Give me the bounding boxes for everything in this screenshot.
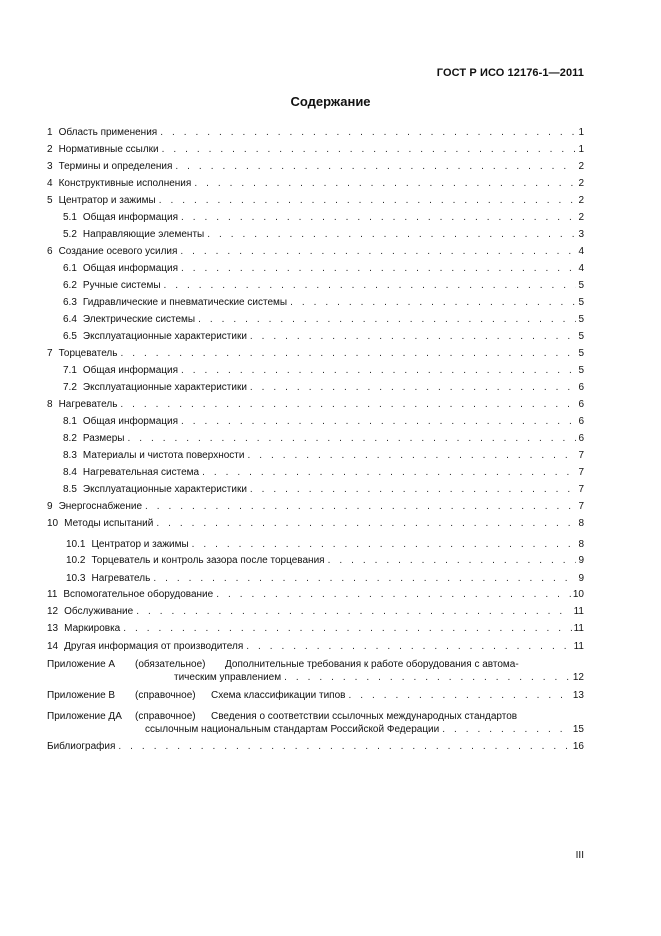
toc-entry[interactable]	[63, 381, 584, 395]
appendix-page: 13	[572, 690, 584, 701]
toc-entry-number: 14	[47, 641, 59, 652]
toc-entry-number: 6.2	[63, 280, 77, 291]
toc-entry-page: 8	[578, 539, 584, 550]
toc-entry[interactable]	[63, 449, 584, 463]
bibliography-page: 16	[572, 741, 584, 752]
toc-leader-dots	[153, 572, 576, 586]
toc-leader-dots	[160, 126, 576, 140]
toc-entry-number: 10	[47, 518, 59, 529]
toc-entry-title: Эксплуатационные характеристики	[82, 484, 247, 495]
toc-entry-number: 3	[47, 161, 53, 172]
toc-entry[interactable]	[66, 538, 584, 552]
toc-leader-dots	[198, 313, 576, 327]
toc-entry-page: 11	[573, 641, 584, 652]
toc-leader-dots	[162, 143, 577, 157]
toc-entry[interactable]	[63, 262, 584, 276]
toc-entry[interactable]	[47, 143, 584, 157]
toc-entry-number: 7.2	[63, 382, 77, 393]
toc-entry-page: 6	[578, 382, 584, 393]
toc-entry-label	[66, 554, 325, 568]
toc-entry-label	[66, 538, 189, 552]
appendix-page: 15	[572, 724, 584, 735]
appendix-title-line1: Дополнительные требования к работе оборудования с автома-	[225, 659, 519, 670]
toc-entry[interactable]	[63, 313, 584, 327]
toc-entry-page: 2	[578, 178, 584, 189]
toc-entry-page: 5	[578, 297, 584, 308]
toc-entry-label	[47, 194, 156, 208]
toc-entry-number: 9	[47, 501, 53, 512]
toc-entry-page: 1	[578, 144, 584, 155]
appendix-title-line2	[145, 723, 584, 737]
toc-leader-dots	[250, 483, 577, 497]
toc-entry[interactable]	[47, 588, 584, 602]
toc-entry-number: 10.1	[66, 539, 86, 550]
toc-leader-dots	[192, 538, 577, 552]
toc-entry-title: Материалы и чистота поверхности	[82, 450, 245, 461]
toc-entry-number: 8.4	[63, 467, 77, 478]
toc-entry-title: Направляющие элементы	[82, 229, 205, 240]
toc-entry-label	[63, 296, 287, 310]
toc-leader-dots	[118, 740, 570, 754]
toc-entry[interactable]	[47, 500, 584, 514]
toc-leader-dots	[216, 588, 571, 602]
toc-leader-dots	[207, 228, 576, 242]
toc-entry-title: Эксплуатационные характеристики	[82, 331, 247, 342]
toc-entry-title: Общая информация	[82, 263, 179, 274]
toc-entry-label	[63, 432, 124, 446]
toc-leader-dots	[442, 723, 571, 737]
appendix-type: (справочное)	[135, 690, 196, 701]
toc-entry-title: Нормативные ссылки	[58, 144, 159, 155]
toc-entry-label	[47, 245, 177, 259]
toc-entry-number: 1	[47, 127, 53, 138]
toc-leader-dots	[194, 177, 576, 191]
toc-entry-page: 3	[578, 229, 584, 240]
toc-entry-page: 7	[578, 501, 584, 512]
toc-entry-label	[63, 313, 195, 327]
toc-entry-page: 2	[578, 212, 584, 223]
page-title: Содержание	[290, 94, 371, 109]
appendix-page: 12	[572, 672, 584, 683]
appendix-title-text: тическим управлением	[174, 672, 282, 683]
toc-entry-number: 5.1	[63, 212, 77, 223]
toc-leader-dots	[180, 245, 576, 259]
toc-entry-title: Общая информация	[82, 212, 179, 223]
toc-entry-label	[47, 143, 159, 157]
appendix-name: Приложение В	[47, 690, 116, 701]
toc-entry[interactable]	[63, 211, 584, 225]
toc-leader-dots	[250, 330, 577, 344]
toc-entry-title: Маркировка	[64, 623, 121, 634]
toc-entry[interactable]	[47, 517, 584, 531]
toc-entry-page: 5	[578, 365, 584, 376]
toc-entry-number: 11	[47, 589, 58, 600]
toc-entry-page: 9	[578, 555, 584, 566]
toc-entry[interactable]	[63, 279, 584, 293]
toc-entry-number: 10.2	[66, 555, 86, 566]
toc-leader-dots	[290, 296, 576, 310]
toc-entry[interactable]	[63, 466, 584, 480]
toc-entry-number: 5.2	[63, 229, 77, 240]
toc-leader-dots	[136, 605, 571, 619]
toc-entry-label	[47, 398, 117, 412]
toc-entry-label	[63, 483, 247, 497]
toc-entry-number: 6	[47, 246, 53, 257]
toc-entry-number: 8.3	[63, 450, 77, 461]
toc-appendix[interactable]	[47, 658, 584, 686]
toc-entry-number: 6.3	[63, 297, 77, 308]
toc-entry[interactable]	[47, 245, 584, 259]
toc-entry-label	[47, 160, 172, 174]
toc-entry-label	[47, 347, 117, 361]
toc-entry-title: Обслуживание	[64, 606, 134, 617]
toc-entry-number: 4	[47, 178, 53, 189]
toc-entry-page: 7	[578, 467, 584, 478]
toc-entry-page: 5	[578, 348, 584, 359]
bibliography-title: Библиография	[47, 741, 116, 752]
appendix-title-text: ссылочным национальным стандартам Российской Федерации	[145, 724, 440, 735]
toc-entry-title: Другая информация от производителя	[64, 641, 244, 652]
toc-appendix[interactable]	[47, 710, 584, 738]
toc-entry[interactable]	[47, 177, 584, 191]
toc-entry[interactable]	[63, 364, 584, 378]
toc-leader-dots	[159, 194, 577, 208]
document-header: ГОСТ Р ИСО 12176-1—2011	[436, 67, 584, 79]
toc-leader-dots	[123, 622, 571, 636]
toc-entry[interactable]	[47, 640, 584, 654]
toc-entry-number: 8.2	[63, 433, 77, 444]
toc-entry[interactable]	[47, 398, 584, 412]
appendix-name: Приложение ДА	[47, 711, 122, 722]
toc-leader-dots	[120, 347, 576, 361]
toc-entry-label	[47, 640, 243, 654]
toc-entry-number: 7.1	[63, 365, 77, 376]
toc-entry-label	[63, 364, 178, 378]
toc-entry[interactable]	[63, 330, 584, 344]
toc-entry-title: Методы испытаний	[64, 518, 154, 529]
toc-entry-label	[47, 500, 142, 514]
toc-entry[interactable]	[47, 622, 584, 636]
toc-entry[interactable]	[47, 126, 584, 140]
toc-entry-title: Ручные системы	[82, 280, 161, 291]
toc-entry-label	[47, 605, 133, 619]
toc-entry-number: 8	[47, 399, 53, 410]
appendix-title-line1: Сведения о соответствии ссылочных международных стандартов	[211, 711, 518, 722]
toc-entry-title: Электрические системы	[82, 314, 196, 325]
toc-leader-dots	[250, 381, 577, 395]
toc-entry-page: 7	[578, 484, 584, 495]
toc-entry-page: 2	[578, 195, 584, 206]
toc-entry-number: 5	[47, 195, 53, 206]
toc-leader-dots	[328, 554, 577, 568]
toc-entry-title: Энергоснабжение	[58, 501, 143, 512]
appendix-type: (справочное)	[135, 711, 196, 722]
appendix-title-text: Схема классификации типов	[211, 690, 346, 701]
toc-entry[interactable]	[47, 160, 584, 174]
toc-entry-number: 6.1	[63, 263, 77, 274]
toc-entry-label	[47, 622, 120, 636]
toc-entry-page: 11	[573, 623, 584, 634]
toc-entry-number: 13	[47, 623, 59, 634]
toc-entry-title: Конструктивные исполнения	[58, 178, 192, 189]
toc-entry-page: 10	[572, 589, 584, 600]
toc-entry-label	[47, 517, 153, 531]
toc-entry[interactable]	[63, 296, 584, 310]
toc-entry-page: 4	[578, 246, 584, 257]
toc-entry-label	[66, 572, 150, 586]
toc-entry-title: Торцеватель	[58, 348, 118, 359]
toc-entry-page: 6	[578, 399, 584, 410]
toc-leader-dots	[181, 262, 576, 276]
toc-entry[interactable]	[63, 415, 584, 429]
toc-entry-number: 7	[47, 348, 53, 359]
toc-entry-page: 7	[578, 450, 584, 461]
toc-entry-page: 8	[578, 518, 584, 529]
toc-leader-dots	[284, 671, 571, 685]
toc-entry-number: 12	[47, 606, 59, 617]
toc-leader-dots	[202, 466, 576, 480]
toc-leader-dots	[181, 211, 576, 225]
toc-entry-page: 5	[578, 331, 584, 342]
toc-entry-title: Нагревательная система	[82, 467, 200, 478]
toc-entry-title: Вспомогательное оборудование	[63, 589, 214, 600]
toc-entry-page: 1	[578, 127, 584, 138]
toc-leader-dots	[181, 415, 576, 429]
toc-entry-page: 6	[578, 433, 584, 444]
toc-entry-title: Общая информация	[82, 365, 179, 376]
toc-leader-dots	[145, 500, 576, 514]
toc-leader-dots	[164, 279, 577, 293]
toc-entry[interactable]	[66, 554, 584, 568]
toc-entry-title: Нагреватель	[58, 399, 118, 410]
toc-entry-title: Центратор и зажимы	[91, 539, 189, 550]
appendix-title-line2	[211, 689, 584, 703]
appendix-name: Приложение А	[47, 659, 116, 670]
toc-entry-label	[63, 279, 161, 293]
toc-entry-label	[63, 381, 247, 395]
toc-entry-page: 4	[578, 263, 584, 274]
toc-leader-dots	[175, 160, 576, 174]
toc-entry-page: 9	[578, 573, 584, 584]
toc-entry-number: 8.1	[63, 416, 77, 427]
toc-entry-label	[47, 177, 191, 191]
toc-entry-title: Гидравлические и пневматические системы	[82, 297, 288, 308]
toc-entry-title: Центратор и зажимы	[58, 195, 156, 206]
toc-bibliography[interactable]	[47, 740, 584, 754]
toc-entry-number: 2	[47, 144, 53, 155]
toc-entry[interactable]	[63, 228, 584, 242]
toc-entry-label	[63, 415, 178, 429]
toc-leader-dots	[348, 689, 570, 703]
toc-entry-page: 5	[578, 280, 584, 291]
toc-entry-page: 11	[573, 606, 584, 617]
toc-entry-label	[63, 466, 199, 480]
toc-entry-title: Эксплуатационные характеристики	[82, 382, 247, 393]
toc-leader-dots	[127, 432, 576, 446]
toc-entry-title: Область применения	[58, 127, 158, 138]
toc-entry-title: Размеры	[82, 433, 125, 444]
appendix-title-line2	[174, 671, 584, 685]
toc-entry[interactable]	[63, 432, 584, 446]
toc-entry-label	[63, 228, 204, 242]
toc-leader-dots	[156, 517, 576, 531]
toc-entry-number: 10.3	[66, 573, 86, 584]
appendix-type: (обязательное)	[135, 659, 206, 670]
toc-entry-number: 8.5	[63, 484, 77, 495]
toc-entry-label	[63, 211, 178, 225]
toc-entry-label	[63, 449, 244, 463]
toc-entry-page: 2	[578, 161, 584, 172]
toc-entry-title: Создание осевого усилия	[58, 246, 178, 257]
toc-entry-page: 6	[578, 416, 584, 427]
toc-entry[interactable]	[63, 483, 584, 497]
toc-entry-number: 6.4	[63, 314, 77, 325]
toc-entry[interactable]	[66, 572, 584, 586]
toc-entry-number: 6.5	[63, 331, 77, 342]
toc-leader-dots	[181, 364, 576, 378]
toc-entry-title: Общая информация	[82, 416, 179, 427]
toc-entry[interactable]	[47, 194, 584, 208]
toc-entry-title: Торцеватель и контроль зазора после торцевания	[91, 555, 325, 566]
toc-leader-dots	[246, 640, 571, 654]
toc-entry-title: Нагреватель	[91, 573, 151, 584]
toc-entry[interactable]	[47, 347, 584, 361]
toc-entry[interactable]	[47, 605, 584, 619]
toc-entry-label	[47, 588, 213, 602]
toc-entry-label	[63, 262, 178, 276]
page-number: III	[575, 850, 584, 861]
toc-entry-page: 5	[578, 314, 584, 325]
toc-entry-label	[63, 330, 247, 344]
toc-entry-label	[47, 126, 157, 140]
toc-leader-dots	[120, 398, 576, 412]
toc-leader-dots	[247, 449, 576, 463]
toc-entry-title: Термины и определения	[58, 161, 173, 172]
